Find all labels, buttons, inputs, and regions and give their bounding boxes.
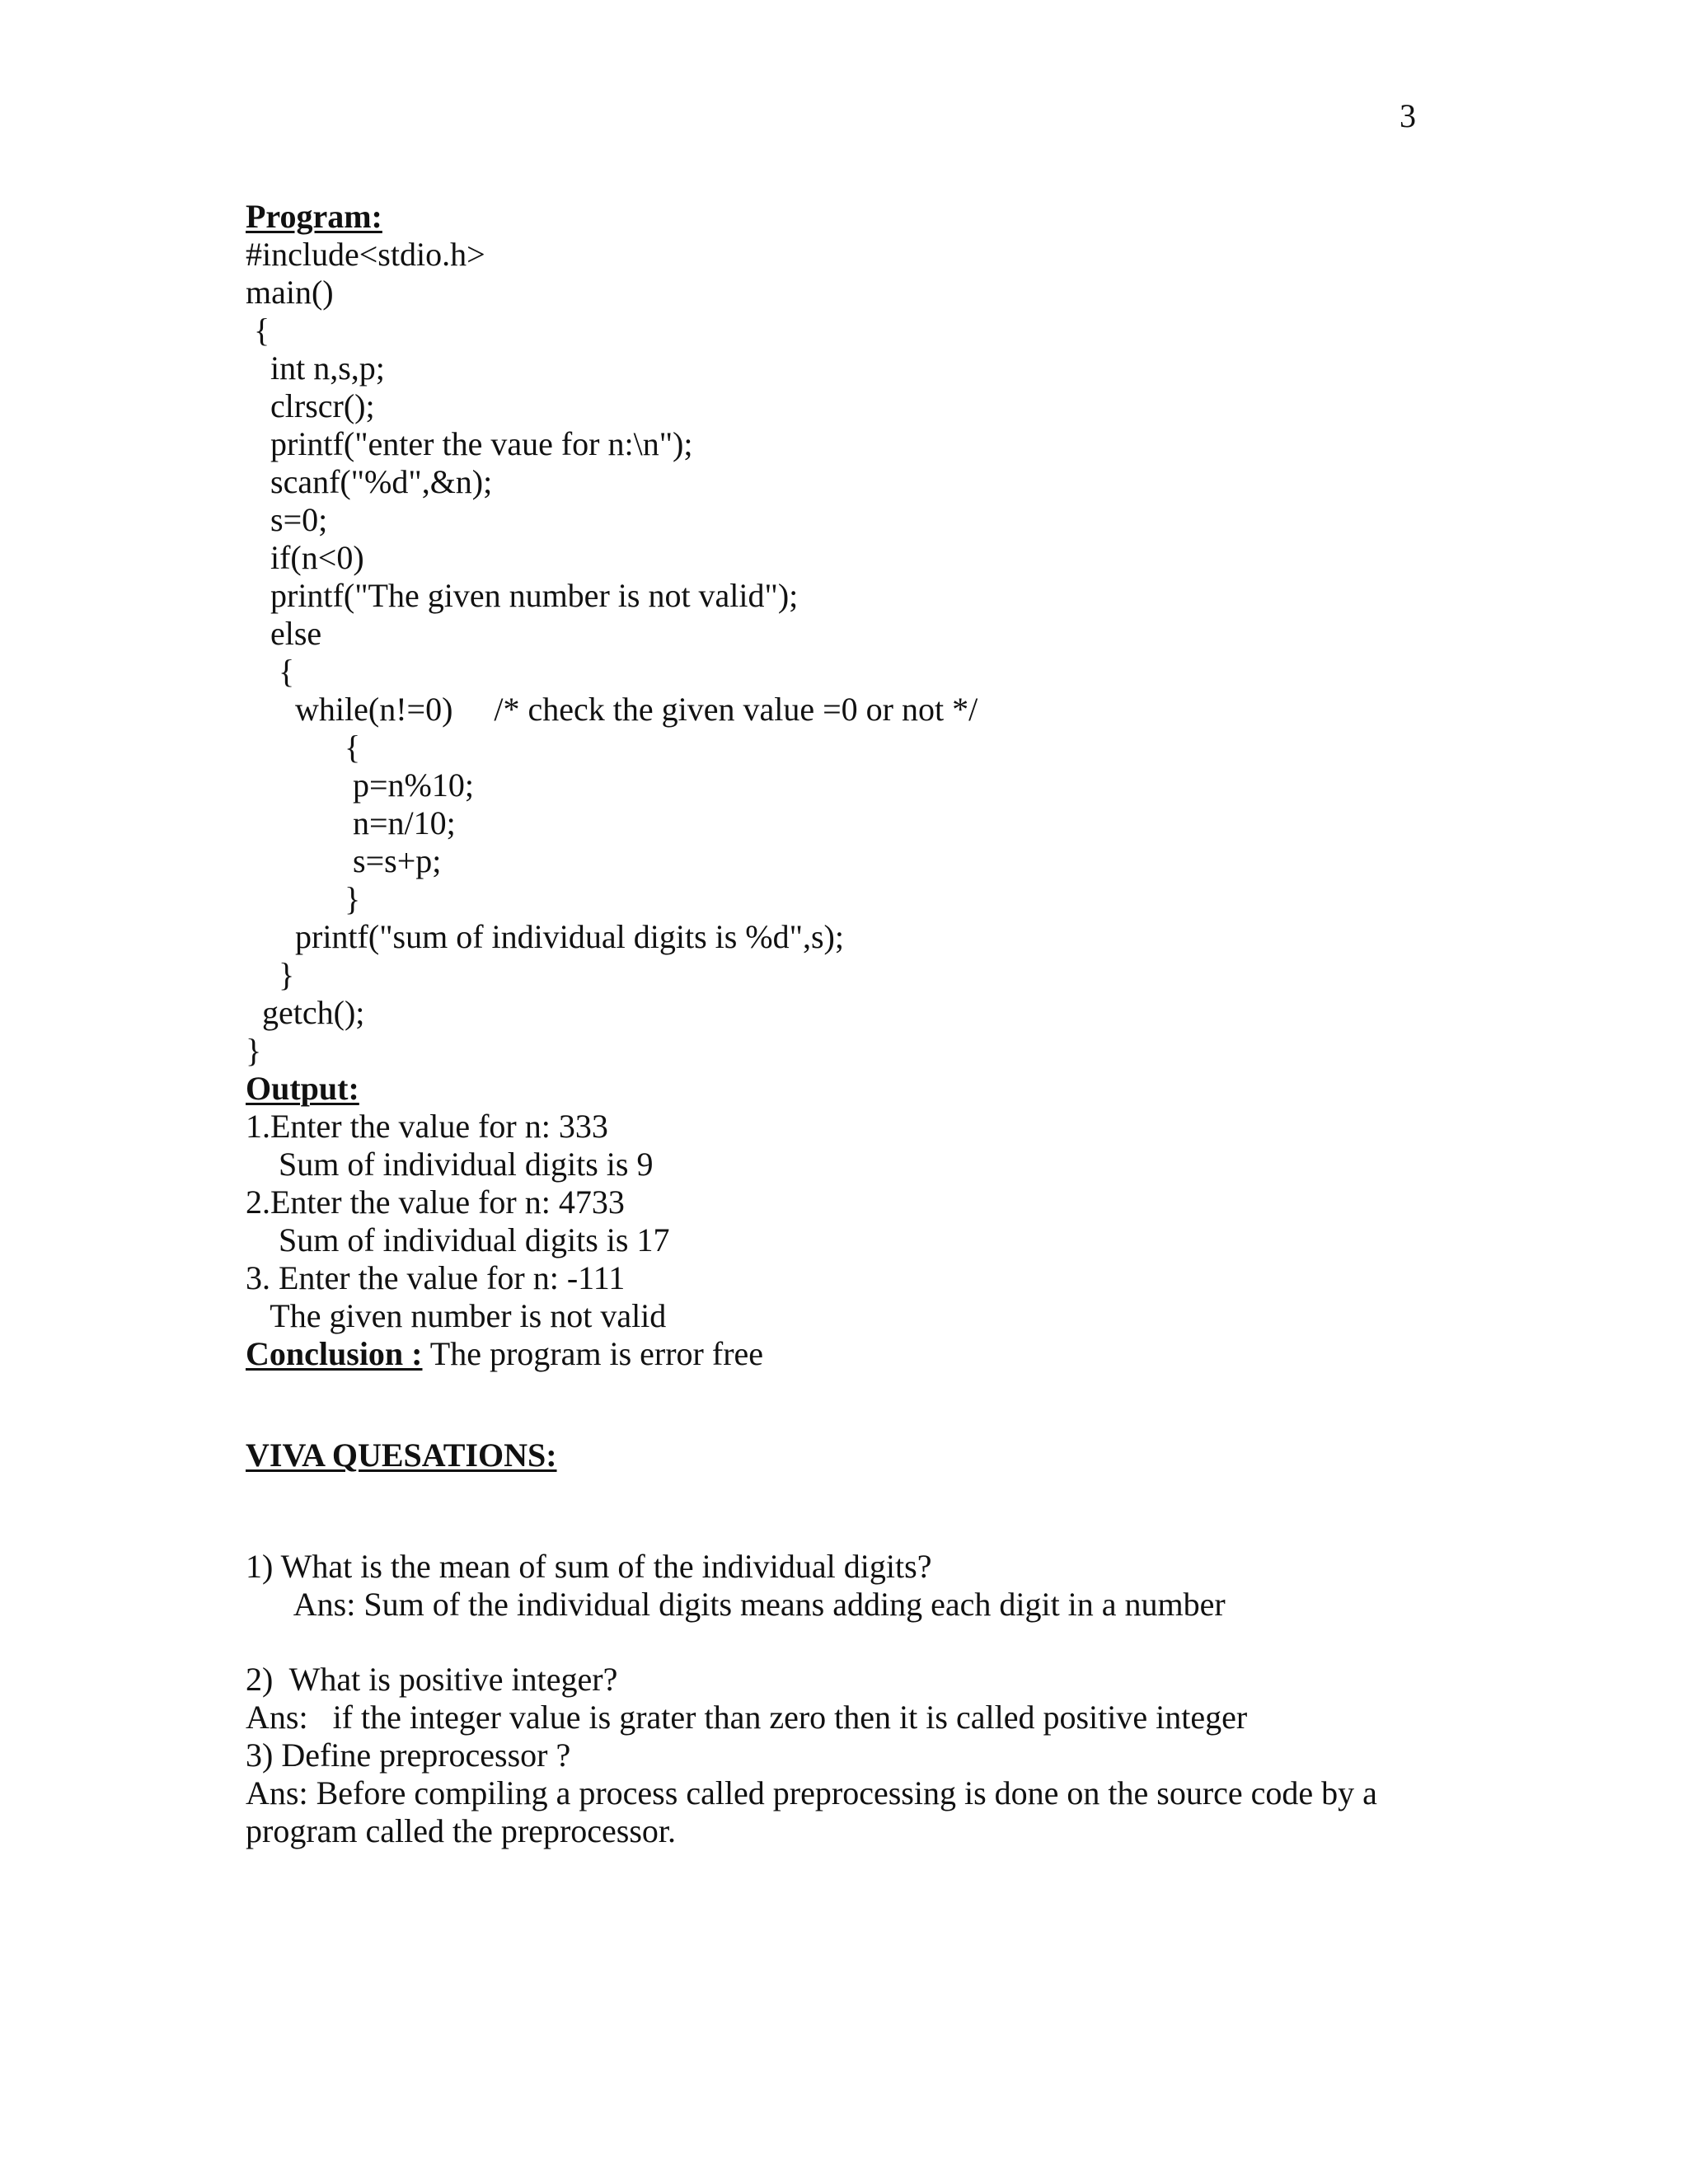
- code-line: s=s+p;: [246, 842, 442, 879]
- code-line: {: [246, 312, 270, 349]
- viva-line: 2) What is positive integer?: [246, 1661, 618, 1698]
- viva-line: program called the preprocessor.: [246, 1812, 677, 1849]
- code-line: printf("The given number is not valid");: [246, 577, 799, 614]
- code-line: printf("sum of individual digits is %d",s);: [246, 918, 844, 955]
- code-line: int n,s,p;: [246, 349, 385, 387]
- code-line: #include<stdio.h>: [246, 236, 485, 273]
- output-line: 1.Enter the value for n: 333: [246, 1108, 608, 1145]
- output-line: The given number is not valid: [246, 1297, 667, 1334]
- code-line: clrscr();: [246, 387, 375, 424]
- page-number: 3: [1400, 97, 1416, 134]
- code-line: printf("enter the vaue for n:\n");: [246, 425, 693, 462]
- code-line: main(): [246, 274, 334, 311]
- conclusion-text: The program is error free: [422, 1335, 764, 1372]
- code-line: }: [246, 1032, 262, 1069]
- code-line: else: [246, 615, 322, 652]
- program-heading: Program:: [246, 198, 382, 235]
- viva-line: 1) What is the mean of sum of the individual digits?: [246, 1548, 932, 1585]
- code-line: scanf("%d",&n);: [246, 463, 493, 500]
- output-line: Sum of individual digits is 9: [246, 1146, 654, 1183]
- viva-heading: VIVA QUESATIONS:: [246, 1436, 557, 1474]
- conclusion-label: Conclusion :: [246, 1335, 423, 1372]
- viva-line: 3) Define preprocessor ?: [246, 1736, 571, 1774]
- code-line: {: [246, 729, 361, 766]
- viva-line: Ans: if the integer value is grater than zero then it is called positive integer: [246, 1699, 1248, 1736]
- viva-line: Ans: Sum of the individual digits means adding each digit in a number: [246, 1586, 1226, 1623]
- code-line: n=n/10;: [246, 804, 456, 841]
- code-line: p=n%10;: [246, 766, 474, 804]
- code-line: {: [246, 653, 295, 690]
- output-line: Sum of individual digits is 17: [246, 1221, 670, 1258]
- code-line: }: [246, 956, 295, 993]
- code-line: getch();: [246, 994, 365, 1031]
- viva-line: Ans: Before compiling a process called preprocessing is done on the source code by a: [246, 1774, 1377, 1811]
- output-heading: Output:: [246, 1070, 359, 1107]
- output-line: 2.Enter the value for n: 4733: [246, 1183, 625, 1221]
- output-line: 3. Enter the value for n: -111: [246, 1259, 626, 1296]
- code-line: s=0;: [246, 501, 328, 538]
- conclusion: [246, 1335, 763, 1373]
- code-line: }: [246, 880, 361, 917]
- code-line: if(n<0): [246, 539, 364, 576]
- code-line: while(n!=0) /* check the given value =0 or not */: [246, 691, 978, 728]
